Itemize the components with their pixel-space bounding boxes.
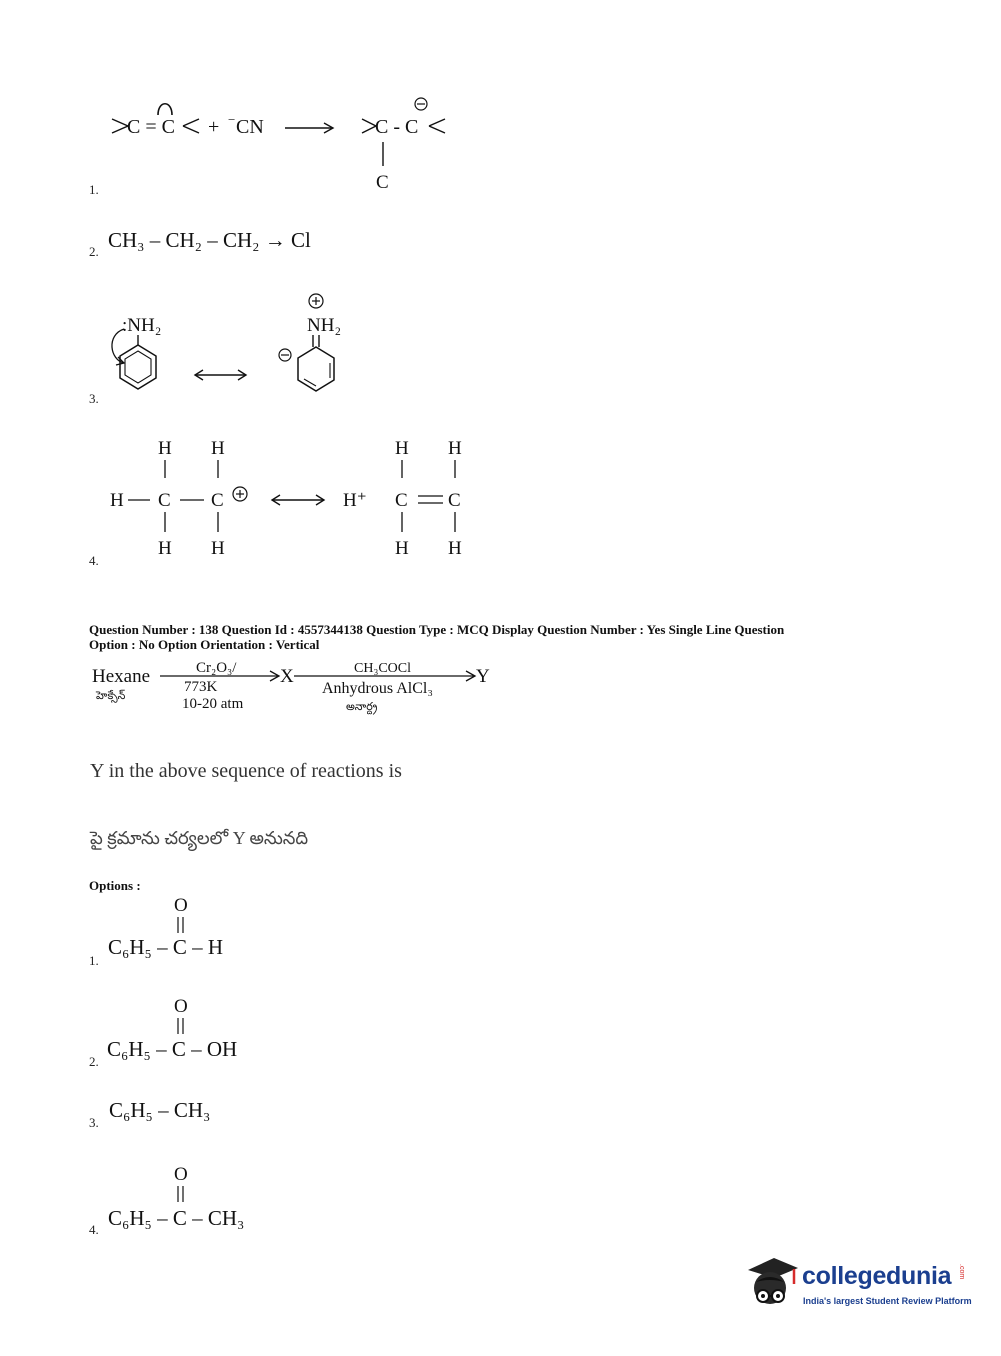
option-4-formula: C₆H₅ – C – CH₃ [108,1206,245,1230]
opt1-bottom-c: C [376,172,389,193]
opt3-right-label: NH₂ [307,315,342,336]
option-2-double-bond [175,1018,187,1036]
opt3-left-label: :NH₂ [122,315,162,336]
svg-text:H: H [448,538,462,559]
reagent2-telugu: అనార్ద్ర [346,701,378,713]
reactant-hexane: Hexane [92,666,151,687]
prev-option-3-structure [100,285,400,410]
svg-text:−: − [228,112,236,127]
svg-text:H: H [110,490,124,511]
opt1-cn: CN [236,116,264,138]
option-2-oxygen: O [174,996,188,1017]
option-1-double-bond [175,917,187,935]
reagent1-top: Cr₂O₃/ [196,660,237,676]
option-2[interactable] [89,996,309,1076]
reagent1-mid: 773K [184,679,218,695]
reagent1-bot: 10-20 atm [182,696,244,712]
logo-com: .com [958,1264,965,1280]
option-1-oxygen: O [174,895,188,916]
option-4[interactable] [89,1164,309,1244]
product-y: Y [476,666,490,687]
svg-text:H: H [448,438,462,459]
option-1[interactable] [89,895,309,975]
prev-option-1-number: 1. [89,182,99,197]
svg-text:H: H [395,538,409,559]
question-meta-line-2: Option : No Option Orientation : Vertical [89,637,320,652]
svg-text:H: H [158,438,172,459]
question-meta-line-1: Question Number : 138 Question Id : 4557344138 Question Type : MCQ Display Question Number : Yes Single Line Question [89,622,785,637]
prev-option-3-number: 3. [89,391,99,406]
intermediate-x: X [280,666,294,687]
svg-text:H: H [158,538,172,559]
collegedunia-logo[interactable] [740,1248,975,1320]
option-4-oxygen: O [174,1164,188,1185]
prev-option-1-structure [100,90,480,200]
prev-option-2-number: 2. [89,244,99,259]
opt1-alkene-text: C = C [127,116,175,138]
svg-text:C: C [448,490,461,511]
svg-text:H: H [211,538,225,559]
option-3-number: 3. [89,1115,99,1130]
reagent2-bot: Anhydrous AlCl₃ [322,680,433,697]
reactant-telugu: హెక్సేన్ [96,690,126,702]
reagent2-top: CH₃COCl [354,661,412,676]
option-1-number: 1. [89,953,99,968]
logo-wordmark: collegedunia [802,1262,952,1290]
reaction-scheme [90,655,510,725]
question-text-telugu: పై క్రమాను చర్యలలో Y అనునది [90,828,309,848]
svg-text:C: C [395,490,408,511]
prev-option-2-formula: CH₃ – CH₂ – CH₂ → Cl [108,228,311,252]
option-4-double-bond [175,1186,187,1204]
option-1-formula: C₆H₅ – C – H [108,935,223,959]
mascot-icon [740,1250,802,1312]
svg-text:C: C [211,490,224,511]
option-3[interactable] [89,1098,309,1132]
option-2-formula: C₆H₅ – C – OH [107,1037,238,1061]
options-label: Options : [89,878,141,893]
option-3-formula: C₆H₅ – CH₃ [109,1098,211,1122]
opt4-hplus: H⁺ [343,490,367,511]
option-2-number: 2. [89,1054,99,1069]
svg-text:C: C [158,490,171,511]
svg-text:H: H [395,438,409,459]
logo-tagline: India's largest Student Review Platform [803,1296,972,1306]
prev-option-4-number: 4. [89,553,99,568]
question-text-english: Y in the above sequence of reactions is [90,760,402,782]
opt1-plus: + [208,116,220,138]
option-4-number: 4. [89,1222,99,1237]
prev-option-4-structure [100,430,490,565]
opt1-product-text: C - C [375,116,419,138]
svg-text:H: H [211,438,225,459]
